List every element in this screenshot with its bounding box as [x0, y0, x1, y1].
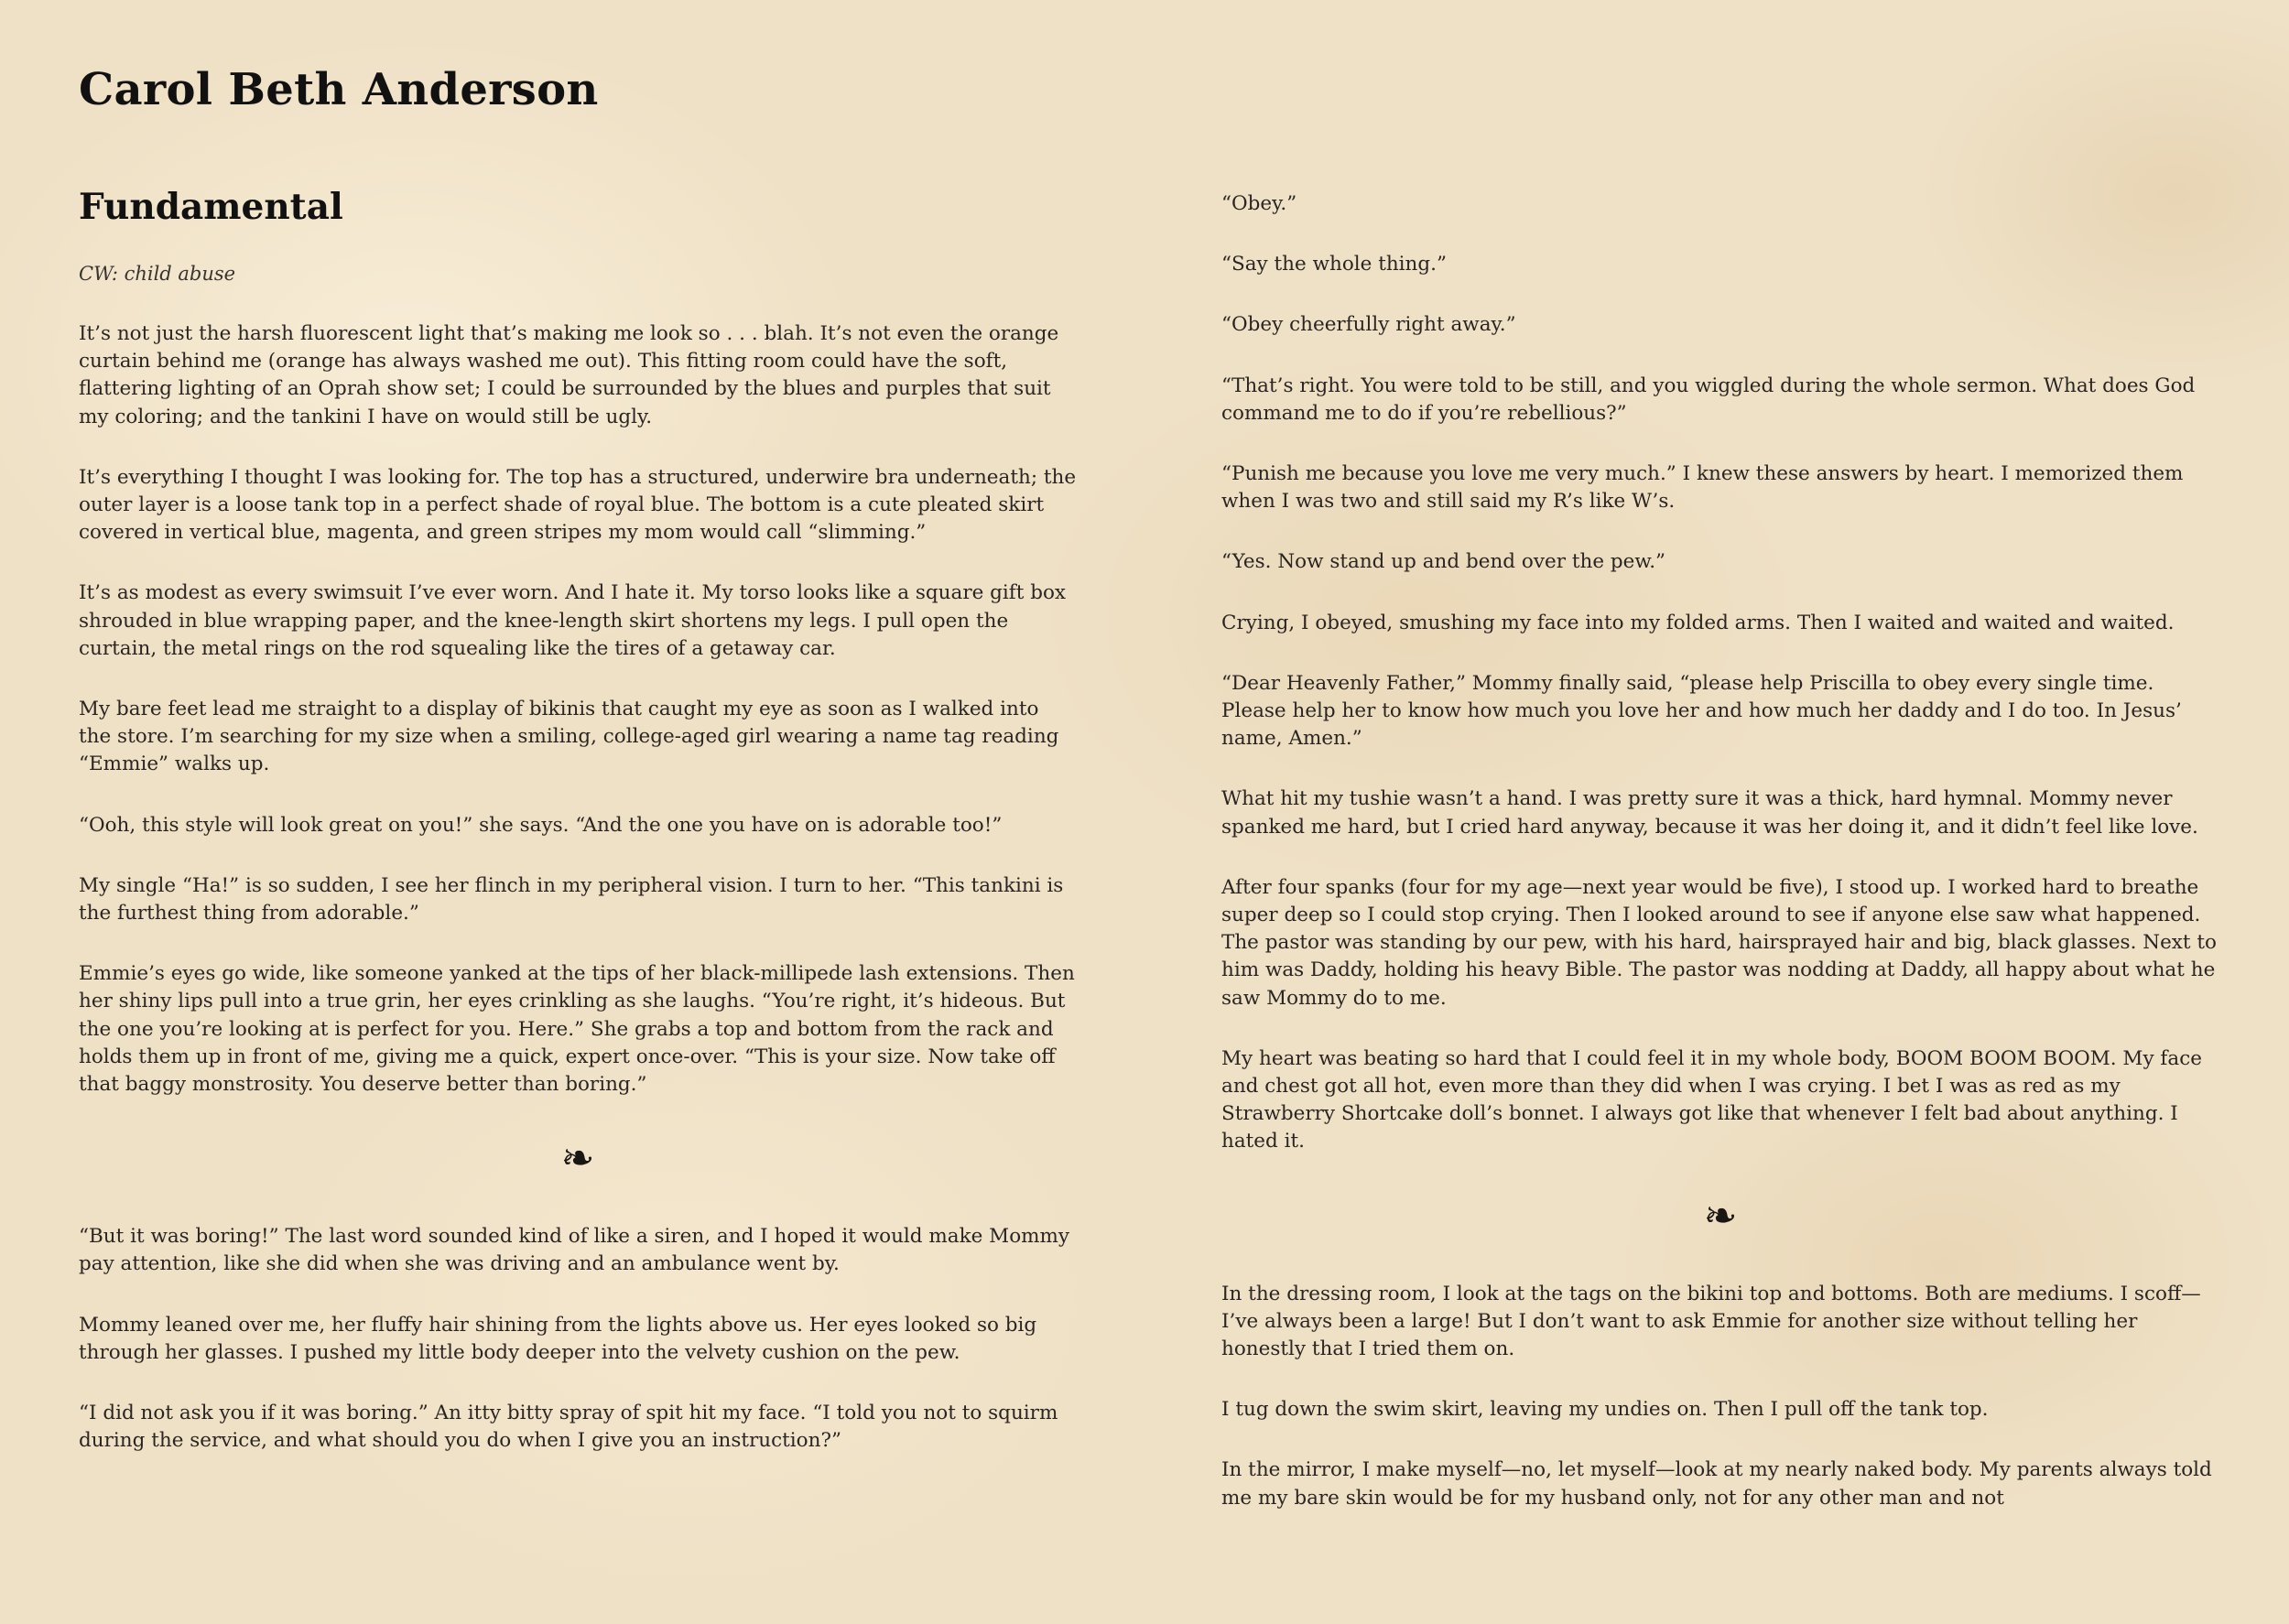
paragraph: Mommy leaned over me, her fluffy hair shining from the lights above us. Her eyes looked so big through her glasses. I pushed my little body deeper into the velvety cushion on the pew.: [79, 1313, 1037, 1364]
paragraph: “Ooh, this style will look great on you!” she says. “And the one you have on is adorable too!”: [79, 813, 1003, 837]
paragraph: “Say the whole thing.”: [1221, 253, 1447, 276]
paragraph: Crying, I obeyed, smushing my face into my folded arms. Then I waited and waited and waited.: [1221, 611, 2175, 634]
paragraph: “Obey cheerfully right away.”: [1221, 313, 1516, 337]
paragraph: In the mirror, I make myself—no, let myself—look at my nearly naked body. My parents always told me my bare skin would be for my husband only, not for any other man and not: [1221, 1458, 2212, 1510]
paragraph: “But it was boring!” The last word sounded kind of like a siren, and I hoped it would make Mommy pay attention, like she did when she was driving and an ambulance went by.: [79, 1225, 1070, 1276]
paragraph: “Yes. Now stand up and bend over the pew.”: [1221, 550, 1666, 574]
paragraph: After four spanks (four for my age—next year would be five), I stood up. I worked hard to breathe super deep so I could stop crying. Then I looked around to see if anyone else saw what happened. The pastor was standing by our pew, with his hard, hairsprayed hair and big, black glasses. Next to him was Daddy, holding his heavy Bible. The pastor was nodding at Daddy, all happy about what he saw Mommy do to me.: [1221, 875, 2217, 1010]
paragraph: “That’s right. You were told to be still, and you wiggled during the whole sermon. What does God command me to do if you’re rebellious?”: [1221, 374, 2196, 425]
paragraph: What hit my tushie wasn’t a hand. I was pretty sure it was a thick, hard hymnal. Mommy never spanked me hard, but I cried hard anyway, because it was her doing it, and it didn’t feel like love.: [1221, 787, 2198, 839]
paragraph: “Dear Heavenly Father,” Mommy finally said, “please help Priscilla to obey every single time. Please help her to know how much you love her and how much her daddy and I do too. In Jesus’ name, Amen.”: [1221, 671, 2182, 751]
paragraph: It’s as modest as every swimsuit I’ve ever worn. And I hate it. My torso looks like a square gift box shrouded in blue wrapping paper, and the knee-length skirt shortens my legs. I pull open the curtain, the metal rings on the rod squealing like the tires of a getaway car.: [79, 581, 1067, 660]
paragraph: In the dressing room, I look at the tags on the bikini top and bottoms. Both are mediums. I scoff—I’ve always been a large! But I don’t want to ask Emmie for another size without telling her honestly that I tried them on.: [1221, 1282, 2201, 1361]
content-warning: CW: child abuse: [79, 263, 236, 285]
paragraph: “Obey.”: [1221, 192, 1297, 215]
section-break-fleuron-icon: ❧: [560, 1135, 595, 1183]
paragraph: It’s everything I thought I was looking for. The top has a structured, underwire bra underneath; the outer layer is a loose tank top in a perfect shade of royal blue. The bottom is a cute pleated skirt covered in vertical blue, magenta, and green stripes my mom would call “slimming.”: [79, 465, 1077, 545]
left-page-body: [79, 320, 1077, 1488]
paragraph: My heart was beating so hard that I could feel it in my whole body, BOOM BOOM BOOM. My face and chest got all hot, even more than they did when I was crying. I bet I was as red as my Strawberry Shortcake doll’s bonnet. I always got like that whenever I felt bad about anything. I hated it.: [1221, 1046, 2202, 1153]
paragraph: “Punish me because you love me very much.” I knew these answers by heart. I memorized them when I was two and still said my R’s like W’s.: [1221, 462, 2184, 514]
paragraph: It’s not just the harsh fluorescent light that’s making me look so . . . blah. It’s not even the orange curtain behind me (orange has always washed me out). This fitting room could have the soft, flattering lighting of an Oprah show set; I could be surrounded by the blues and purples that suit my coloring; and the tankini I have on would still be ugly.: [79, 322, 1059, 428]
paragraph: I tug down the swim skirt, leaving my undies on. Then I pull off the tank top.: [1221, 1398, 1989, 1422]
section-break-fleuron-icon: ❧: [1703, 1192, 1738, 1240]
author-name: Carol Beth Anderson: [79, 64, 599, 115]
paragraph: “I did not ask you if it was boring.” An itty bitty spray of spit hit my face. “I told you not to squirm during the service, and what should you do when I give you an instruction?”: [79, 1402, 1058, 1453]
paragraph: Emmie’s eyes go wide, like someone yanked at the tips of her black-millipede lash extensions. Then her shiny lips pull into a true grin, her eyes crinkling as she laughs. “You’re right, it’s hideous. But the one you’re looking at is perfect for you. Here.” She grabs a top and bottom from the rack and holds them up in front of me, giving me a quick, expert once-over. “This is your size. Now take off that baggy monstrosity. You deserve better than boring.”: [79, 962, 1075, 1097]
paragraph: My bare feet lead me straight to a display of bikinis that caught my eye as soon as I walked into the store. I’m searching for my size when a smiling, college-aged girl wearing a name tag reading “Emmie” walks up.: [79, 698, 1059, 776]
paragraph: My single “Ha!” is so sudden, I see her flinch in my peripheral vision. I turn to her. “This tankini is the furthest thing from adorable.”: [79, 873, 1064, 926]
story-title: Fundamental: [79, 186, 343, 228]
right-page-body: [1221, 190, 2219, 1545]
